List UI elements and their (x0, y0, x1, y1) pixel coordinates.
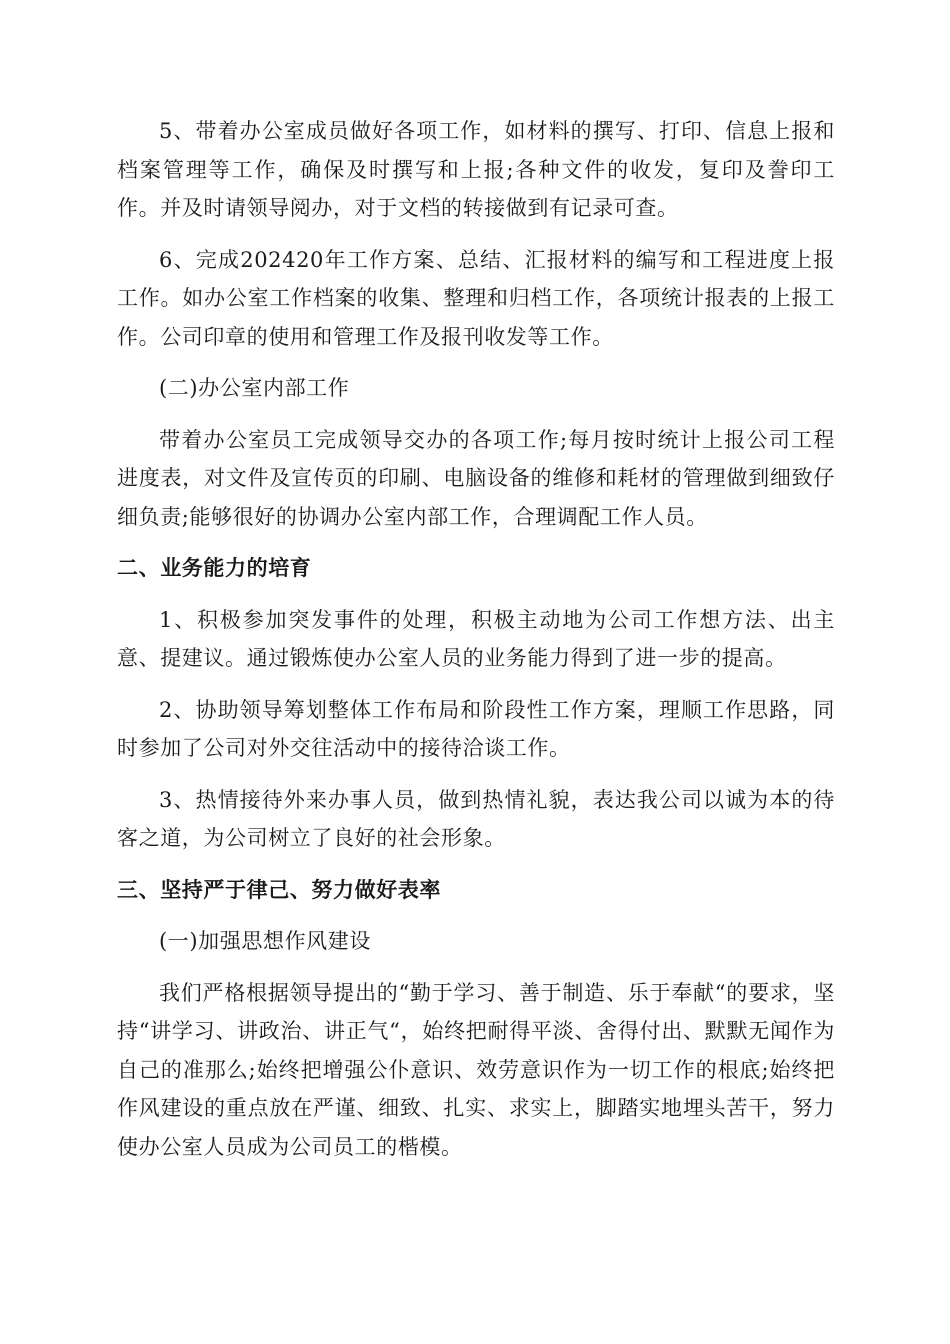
section-heading-2: 二、业务能力的培育 (117, 556, 312, 580)
paragraph-thought-style: 我们严格根据领导提出的“勤于学习、善于制造、乐于奉献“的要求，坚持“讲学习、讲政治、讲正气“，始终把耐得平淡、舍得付出、默默无闻作为自己的准那么;始终把增强公仆意识、效劳意识作为一切工作的根底;始终把作风建设的重点放在严谨、细致、扎实、求实上，脚踏实地埋头苦干，努力使办公室人员成为公司员工的楷模。 (117, 980, 835, 1159)
paragraph-item-5: 5、带着办公室成员做好各项工作，如材料的撰写、打印、信息上报和档案管理等工作，确保及时撰写和上报;各种文件的收发，复印及誊印工作。并及时请领导阅办，对于文档的转接做到有记录可查。 (117, 119, 835, 220)
section-heading-3: 三、坚持严于律己、努力做好表率 (117, 877, 441, 902)
paragraph-business-3: 3、热情接待外来办事人员，做到热情礼貌，表达我公司以诚为本的待客之道，为公司树立了良好的社会形象。 (117, 787, 835, 850)
paragraph-office-internal: 带着办公室员工完成领导交办的各项工作;每月按时统计上报公司工程进度表，对文件及宣传页的印刷、电脑设备的维修和耗材的管理做到细致仔细负责;能够很好的协调办公室内部工作，合理调配工作人员。 (117, 427, 835, 529)
paragraph-item-6: 6、完成202420年工作方案、总结、汇报材料的编写和工程进度上报工作。如办公室工作档案的收集、整理和归档工作，各项统计报表的上报工作。公司印章的使用和管理工作及报刊收发等工作。 (117, 247, 835, 349)
document-body (117, 112, 835, 1179)
paragraph-business-2: 2、协助领导筹划整体工作布局和阶段性工作方案，理顺工作思路，同时参加了公司对外交往活动中的接待洽谈工作。 (117, 697, 835, 760)
paragraph-business-1: 1、积极参加突发事件的处理，积极主动地为公司工作想方法、出主意、提建议。通过锻炼使办公室人员的业务能力得到了进一步的提高。 (117, 607, 835, 670)
subheading-thought-style: (一)加强思想作风建设 (159, 929, 371, 953)
subheading-office-internal: (二)办公室内部工作 (159, 376, 350, 400)
